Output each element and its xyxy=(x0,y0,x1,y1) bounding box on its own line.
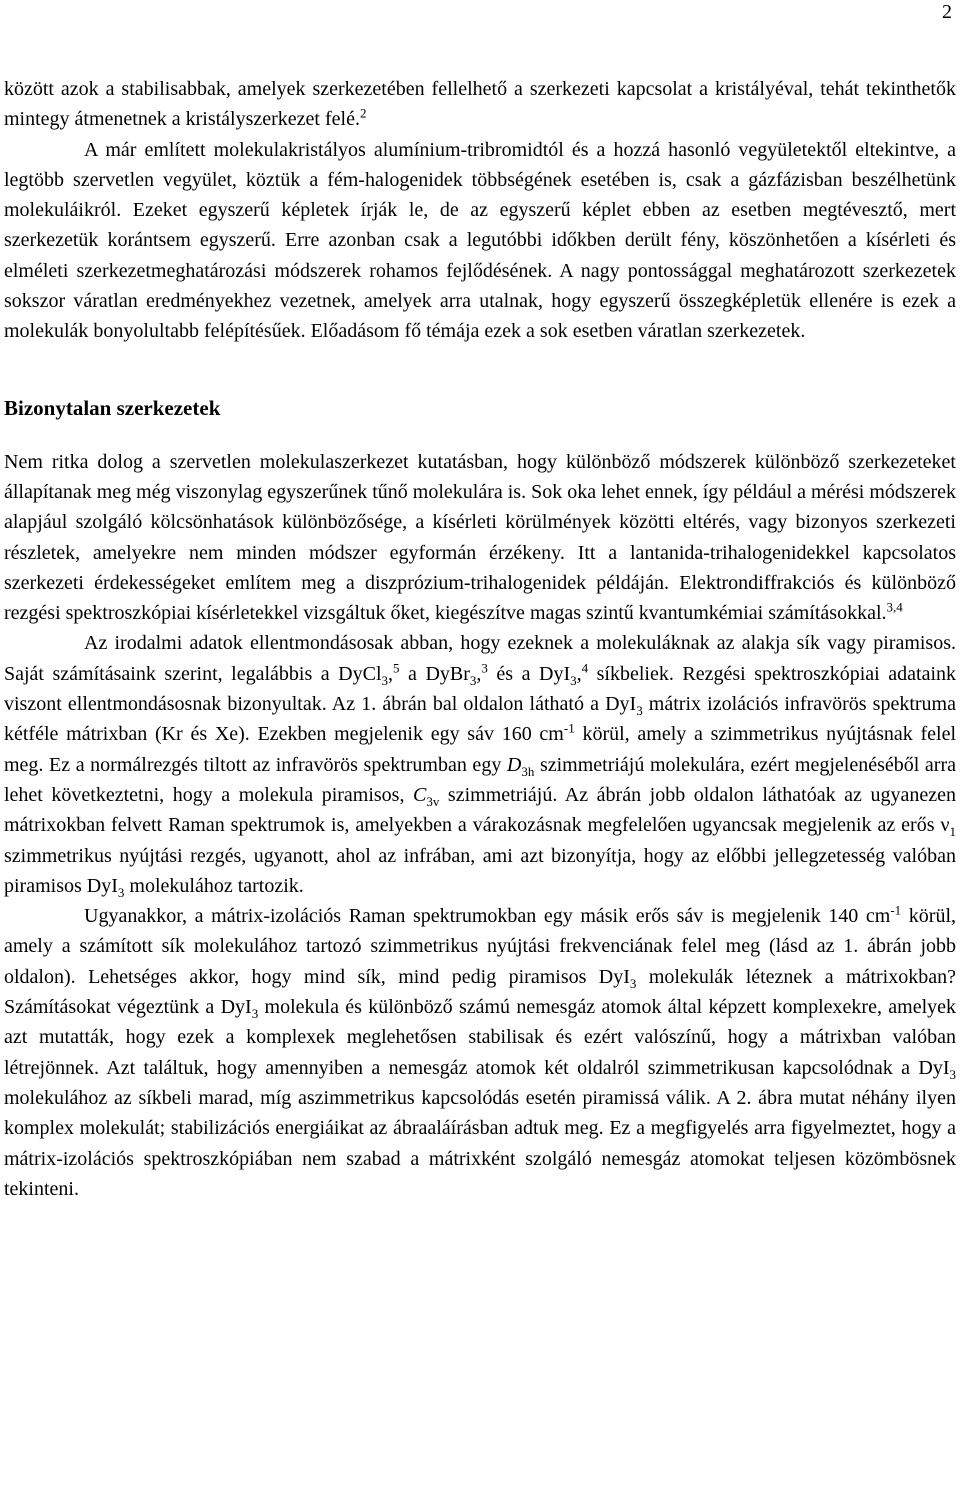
paragraph-intro-1: között azok a stabilisabbak, amelyek szerkezetében fellelhető a szerkezeti kapcsolat a kristályéval, tehát tekinthetők mintegy átmenetnek a kristályszerkezet felé.$^2$ xyxy=(4,78,956,131)
paragraph-section-1: Nem ritka dolog a szervetlen molekulaszerkezet kutatásban, hogy különböző módszerek különböző szerkezeteket állapítanak meg még viszonylag egyszerűnek tűnő molekulára is. Sok oka lehet ennek, így például a mérési módszerek alapjául szolgáló kölcsönhatások különbözősége, a kísérleti körülmények közötti eltérés, vagy bizonyos szerkezeti részletek, amelyekre nem minden módszer egyformán érzékeny. Itt a lantanida-trihalogenidekkel kapcsolatos szerkezeti érdekességeket említem meg a diszprózium-trihalogenidek példáján. Elektrondiffrakciós és különböző rezgési spektroszkópiai kísérletekkel vizsgáltuk őket, kiegészítve magas szintű kvantumkémiai számításokkal.$^{3,4}$ xyxy=(4,450,956,625)
paragraph-intro-2: A már említett molekulakristályos alumínium-tribromidtól és a hozzá hasonló vegyületektől eltekintve, a legtöbb szervetlen vegyület, köztük a fém-halogenidek többségének esetében is, csak a gázfázisban beszélhetünk molekuláikról. Ezeket egyszerű képletek írják le, de az egyszerű képlet ebben az esetben megtévesztő, mert szerkezetük korántsem egyszerű. Erre azonban csak a legutóbbi időkben derült fény, köszönhetően a kísérleti és elméleti szerkezetmeghatározási módszerek rohamos fejlődésének. A nagy pontossággal meghatározott szerkezetek sokszor váratlan eredményekhez vezetnek, amelyek arra utalnak, hogy egyszerű összegképletük ellenére is ezek a molekulák bonyolultabb felépítésűek. Előadásom fő témája ezek a sok esetben váratlan szerkezetek. xyxy=(4,138,956,343)
section-heading: Bizonytalan szerkezetek xyxy=(4,395,221,420)
page-number: 2 xyxy=(942,1,952,23)
paragraph-section-3: Ugyanakkor, a mátrix-izolációs Raman spektrumokban egy másik erős sáv is megjelenik 140 $cm^{-1}$ körül, amely a számított sík molekulához tartozó szimmetrikus nyújtási frekvenciának felel meg (lásd az 1. ábrán jobb oldalon). Lehetséges akkor, hogy mind sík, mind pedig piramisos DyI$_3$ molekulák léteznek a mátrixokban? Számításokat végeztünk a DyI$_3$ molekula és különböző számú nemesgáz atomok által képzett komplexekre, amelyek azt mutatták, hogy ezek a komplexek meglehetősen stabilisak és ezért valószínű, hogy a mátrixban valóban létrejönnek. Azt találtuk, hogy amennyiben a nemesgáz atomok két oldalról szimmetrikusan kapcsolódnak a DyI$_3$ molekulához az síkbeli marad, míg aszimmetrikus kapcsolódás esetén piramissá válik. A 2. ábra mutat néhány ilyen komplex molekulát; stabilizációs energiáikat az ábraaláírásban adtuk meg. Ez a megfigyelés arra figyelmeztet, hogy a mátrix-izolációs spektroszkópiában nem szabad a mátrixként szolgáló nemesgáz atomokat teljesen közömbösnek tekinteni. xyxy=(4,902,957,1200)
page-body xyxy=(4,74,956,1204)
paragraph-section-2: Az irodalmi adatok ellentmondásosak abban, hogy ezeknek a molekuláknak az alakja sík vagy piramisos. Saját számításaink szerint, legalábbis a DyCl$_3$,$^5$ a DyBr$_3$,$^3$ és a DyI$_3$,$^4$ síkbeliek. Rezgési spektroszkópiai adataink viszont ellentmondásosnak bizonyultak. Az 1. ábrán bal oldalon látható a DyI$_3$ mátrix izolációs infravörös spektruma kétféle mátrixban (Kr és Xe). Ezekben megjelenik egy sáv 160 $cm^{-1}$ körül, amely a szimmetrikus nyújtásnak felel meg. Ez a normálrezgés tiltott az infravörös spektrumban egy $D_{3h}$ szimmetriájú molekulára, ezért megjelenéséből arra lehet következtetni, hogy a molekula piramisos, $C_{3v}$ szimmetriájú. Az ábrán jobb oldalon láthatóak az ugyanezen mátrixokban felvett Raman spektrumok is, amelyekben a várakozásnak megfelelően ugyancsak megjelenik az erős $\nu_1$ szimmetrikus nyújtási rezgés, ugyanott, ahol az infrában, ami azt bizonyítja, hogy az előbbi jellegzetesség valóban piramisos DyI$_3$ molekulához tartozik. xyxy=(4,632,957,900)
